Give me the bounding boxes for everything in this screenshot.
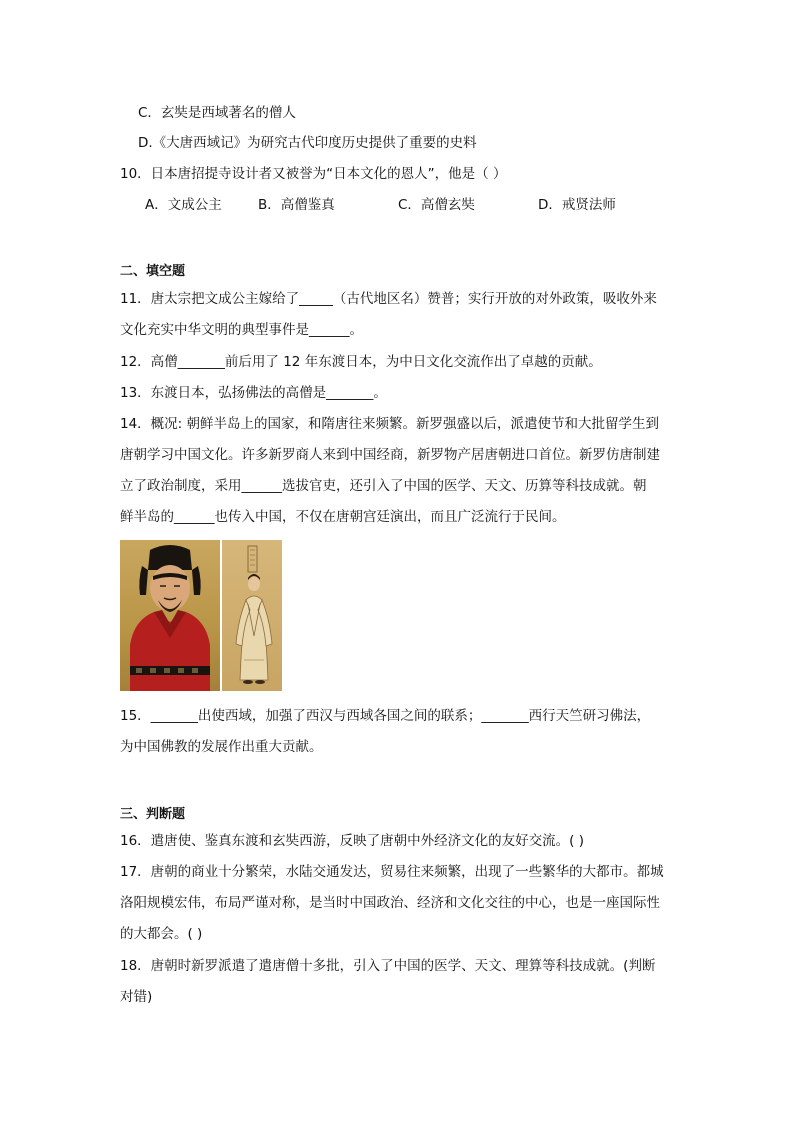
question-15-line-1: 15．_______出使西域，加强了西汉与西域各国之间的联系；_______西行天竺研习佛法， [120, 708, 651, 724]
emperor-portrait-drawing [120, 540, 220, 691]
question-10-option-c: C．高僧玄奘 [398, 197, 475, 213]
question-17-line-2: 洛阳规模宏伟，布局严谨对称，是当时中国政治、经济和文化交往的中心，也是一座国际性 [120, 895, 660, 911]
question-11-line-1: 11．唐太宗把文成公主嫁给了_____（古代地区名）赞普；实行开放的对外政策，吸收外来 [120, 291, 657, 307]
question-13: 13．东渡日本，弘扬佛法的高僧是_______。 [120, 385, 387, 401]
section-fill-in-blank-title: 二、填空题 [120, 264, 186, 279]
question-12: 12．高僧_______前后用了 12 年东渡日本，为中日文化交流作出了卓越的贡献。 [120, 354, 602, 370]
question-18-line-1: 18．唐朝时新罗派遣了遣唐僧十多批，引入了中国的医学、天文、理算等科技成就。(判断 [120, 958, 656, 974]
question-11-line-2: 文化充实中华文明的典型事件是______。 [120, 322, 363, 338]
question-10-option-d: D．戒贤法师 [538, 197, 616, 213]
monk-figure-drawing [222, 540, 282, 691]
question-10-option-a: A．文成公主 [145, 197, 222, 213]
section-true-false-title: 三、判断题 [120, 807, 186, 822]
question-10-option-b: B．高僧鉴真 [258, 197, 335, 213]
question-14-line-1: 14．概况: 朝鲜半岛上的国家，和隋唐往来频繁。新罗强盛以后，派遣使节和大批留学生到 [120, 416, 660, 432]
question-9-option-c: C．玄奘是西域著名的僧人 [138, 105, 296, 121]
emperor-portrait-image [120, 540, 220, 691]
question-14-line-4: 鲜半岛的______也传入中国，不仅在唐朝宫廷演出，而且广泛流行于民间。 [120, 509, 566, 525]
historical-portraits [120, 540, 282, 691]
question-18-line-2: 对错) [120, 989, 153, 1005]
question-15-line-2: 为中国佛教的发展作出重大贡献。 [120, 739, 323, 755]
question-9-option-d: D.《大唐西域记》为研究古代印度历史提供了重要的史料 [138, 135, 477, 151]
question-14-line-3: 立了政治制度，采用______选拔官吏，还引入了中国的医学、天文、历算等科技成就。朝 [120, 478, 647, 494]
question-10: 10．日本唐招提寺设计者又被誉为“日本文化的恩人”，他是（ ） [120, 166, 507, 182]
question-17-line-1: 17．唐朝的商业十分繁荣，水陆交通发达，贸易往来频繁，出现了一些繁华的大都市。都城 [120, 864, 664, 880]
question-14-line-2: 唐朝学习中国文化。许多新罗商人来到中国经商，新罗物产居唐朝进口首位。新罗仿唐制建 [120, 447, 660, 463]
question-17-line-3: 的大都会。( ) [120, 926, 203, 942]
question-10-options [145, 196, 616, 214]
question-16: 16．遣唐使、鉴真东渡和玄奘西游，反映了唐朝中外经济文化的友好交流。( ) [120, 833, 585, 849]
monk-figure-image [222, 540, 282, 691]
